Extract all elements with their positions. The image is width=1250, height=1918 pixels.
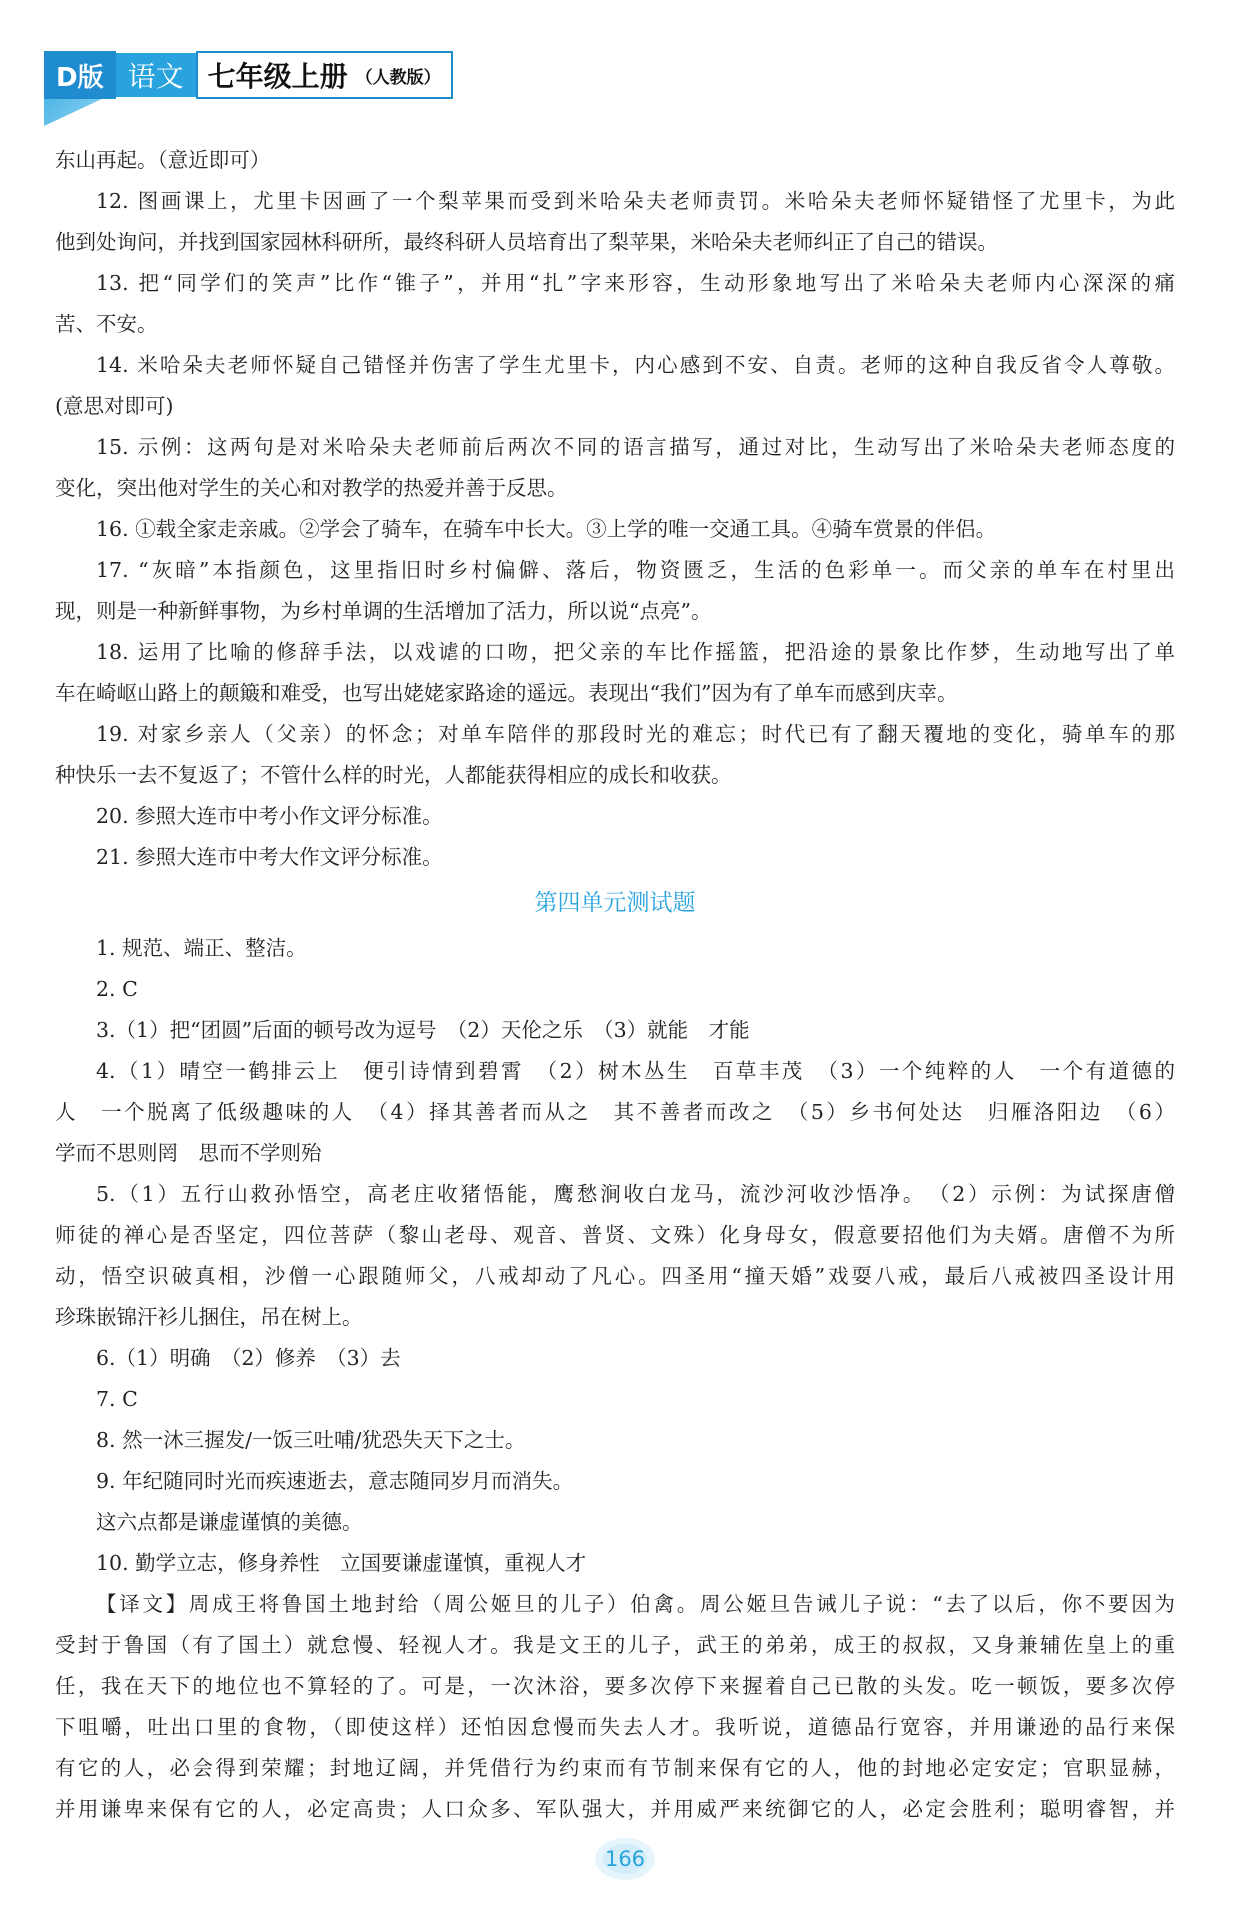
text-line: 【译文】周成王将鲁国土地封给（周公姬旦的儿子）伯禽。周公姬旦告诫儿子说：“去了以后，你不要因为	[96, 1592, 1175, 1616]
answer-content	[55, 140, 1175, 1830]
grade-box	[196, 51, 453, 99]
text-line: 12. 图画课上，尤里卡因画了一个梨苹果而受到米哈朵夫老师责罚。米哈朵夫老师怀疑错怪了尤里卡，为此	[96, 189, 1175, 213]
text-line: 3.（1）把“团圆”后面的顿号改为逗号 （2）天伦之乐 （3）就能 才能	[96, 1018, 750, 1042]
text-line: 珍珠嵌锦汗衫儿捆住，吊在树上。	[55, 1305, 363, 1329]
subject-label: 语文	[116, 53, 196, 97]
text-line: 13. 把“同学们的笑声”比作“锥子”，并用“扎”字来形容，生动形象地写出了米哈朵夫老师内心深深的痛	[96, 271, 1175, 295]
page-number: 166	[593, 1836, 657, 1882]
text-line: 有它的人，必会得到荣耀；封地辽阔，并凭借行为约束而有节制来保有它的人，他的封地必定安定；官职显赫，	[55, 1756, 1175, 1780]
answers-unit-four	[55, 928, 1175, 1830]
text-line: 1. 规范、端正、整洁。	[96, 936, 307, 960]
text-line: 学而不思则罔 思而不学则殆	[55, 1141, 322, 1165]
text-line: 人 一个脱离了低级趣味的人 （4）择其善者而从之 其不善者而改之 （5）乡书何处达 归雁洛阳边 （6）	[55, 1100, 1175, 1124]
text-line: 种快乐一去不复返了；不管什么样的时光，人都能获得相应的成长和收获。	[55, 763, 732, 787]
text-line: 19. 对家乡亲人（父亲）的怀念；对单车陪伴的那段时光的难忘；时代已有了翻天覆地的变化，骑单车的那	[96, 722, 1175, 746]
text-line: 变化，突出他对学生的关心和对教学的热爱并善于反思。	[55, 476, 568, 500]
text-line: 东山再起。（意近即可）	[55, 148, 271, 172]
publisher-label: （人教版）	[355, 67, 441, 88]
text-line: 18. 运用了比喻的修辞手法，以戏谑的口吻，把父亲的车比作摇篮，把沿途的景象比作梦，生动地写出了单	[96, 640, 1175, 664]
text-line: 7. C	[96, 1387, 138, 1411]
text-line: 17. “灰暗”本指颜色，这里指旧时乡村偏僻、落后，物资匮乏，生活的色彩单一。而父亲的单车在村里出	[96, 558, 1175, 582]
text-line: 14. 米哈朵夫老师怀疑自己错怪并伤害了学生尤里卡，内心感到不安、自责。老师的这种自我反省令人尊敬。	[96, 353, 1175, 377]
text-line: 6.（1）明确 （2）修养 （3）去	[96, 1346, 401, 1370]
text-line: 9. 年纪随同时光而疾速逝去，意志随同岁月而消失。	[96, 1469, 574, 1493]
text-line: 5.（1）五行山救孙悟空，高老庄收猪悟能，鹰愁涧收白龙马，流沙河收沙悟净。 （2）示例：为试探唐僧	[96, 1182, 1175, 1206]
text-line: 10. 勤学立志，修身养性 立国要谦虚谨慎，重视人才	[96, 1551, 587, 1575]
text-line: 他到处询问，并找到国家园林科研所，最终科研人员培育出了梨苹果，米哈朵夫老师纠正了自己的错误。	[55, 230, 998, 254]
text-line: 现，则是一种新鲜事物，为乡村单调的生活增加了活力，所以说“点亮”。	[55, 599, 712, 623]
text-line: 20. 参照大连市中考小作文评分标准。	[96, 804, 443, 828]
section-title: 第四单元测试题	[534, 890, 696, 916]
text-line: 动，悟空识破真相，沙僧一心跟随师父，八戒却动了凡心。四圣用“撞天婚”戏耍八戒，最后八戒被四圣设计用	[55, 1264, 1175, 1288]
text-line: 16. ①载全家走亲戚。②学会了骑车，在骑车中长大。③上学的唯一交通工具。④骑车赏景的伴侣。	[96, 517, 997, 541]
grade-label: 七年级上册	[207, 60, 348, 93]
edition-badge: D版	[44, 51, 116, 99]
text-line: 并用谦卑来保有它的人，必定高贵；人口众多、军队强大，并用威严来统御它的人，必定会胜利；聪明睿智，并	[55, 1797, 1175, 1821]
text-line: 师徒的禅心是否坚定，四位菩萨（黎山老母、观音、普贤、文殊）化身母女，假意要招他们为夫婿。唐僧不为所	[55, 1223, 1175, 1247]
text-line: 2. C	[96, 977, 138, 1001]
text-line: 这六点都是谦虚谨慎的美德。	[96, 1510, 363, 1534]
answers-unit-three	[55, 140, 1175, 878]
text-line: 8. 然一沐三握发/一饭三吐哺/犹恐失天下之士。	[96, 1428, 526, 1452]
text-line: 21. 参照大连市中考大作文评分标准。	[96, 845, 443, 869]
text-line: 下咀嚼，吐出口里的食物，（即使这样）还怕因怠慢而失去人才。我听说，道德品行宽容，并用谦逊的品行来保	[55, 1715, 1175, 1739]
text-line: 车在崎岖山路上的颠簸和难受，也写出姥姥家路途的遥远。表现出“我们”因为有了单车而感到庆幸。	[55, 681, 958, 705]
header-band	[44, 48, 484, 102]
text-line: 苦、不安。	[55, 312, 158, 336]
text-line: 受封于鲁国（有了国土）就怠慢、轻视人才。我是文王的儿子，武王的弟弟，成王的叔叔，又身兼辅佐皇上的重	[55, 1633, 1175, 1657]
text-line: 4.（1）晴空一鹤排云上 便引诗情到碧霄 （2）树木丛生 百草丰茂 （3）一个纯粹的人 一个有道德的	[96, 1059, 1175, 1083]
text-line: 任，我在天下的地位也不算轻的了。可是，一次沐浴，要多次停下来握着自己已散的头发。吃一顿饭，要多次停	[55, 1674, 1175, 1698]
text-line: (意思对即可)	[55, 394, 174, 418]
page-header	[44, 48, 484, 118]
text-line: 15. 示例：这两句是对米哈朵夫老师前后两次不同的语言描写，通过对比，生动写出了米哈朵夫老师态度的	[96, 435, 1175, 459]
